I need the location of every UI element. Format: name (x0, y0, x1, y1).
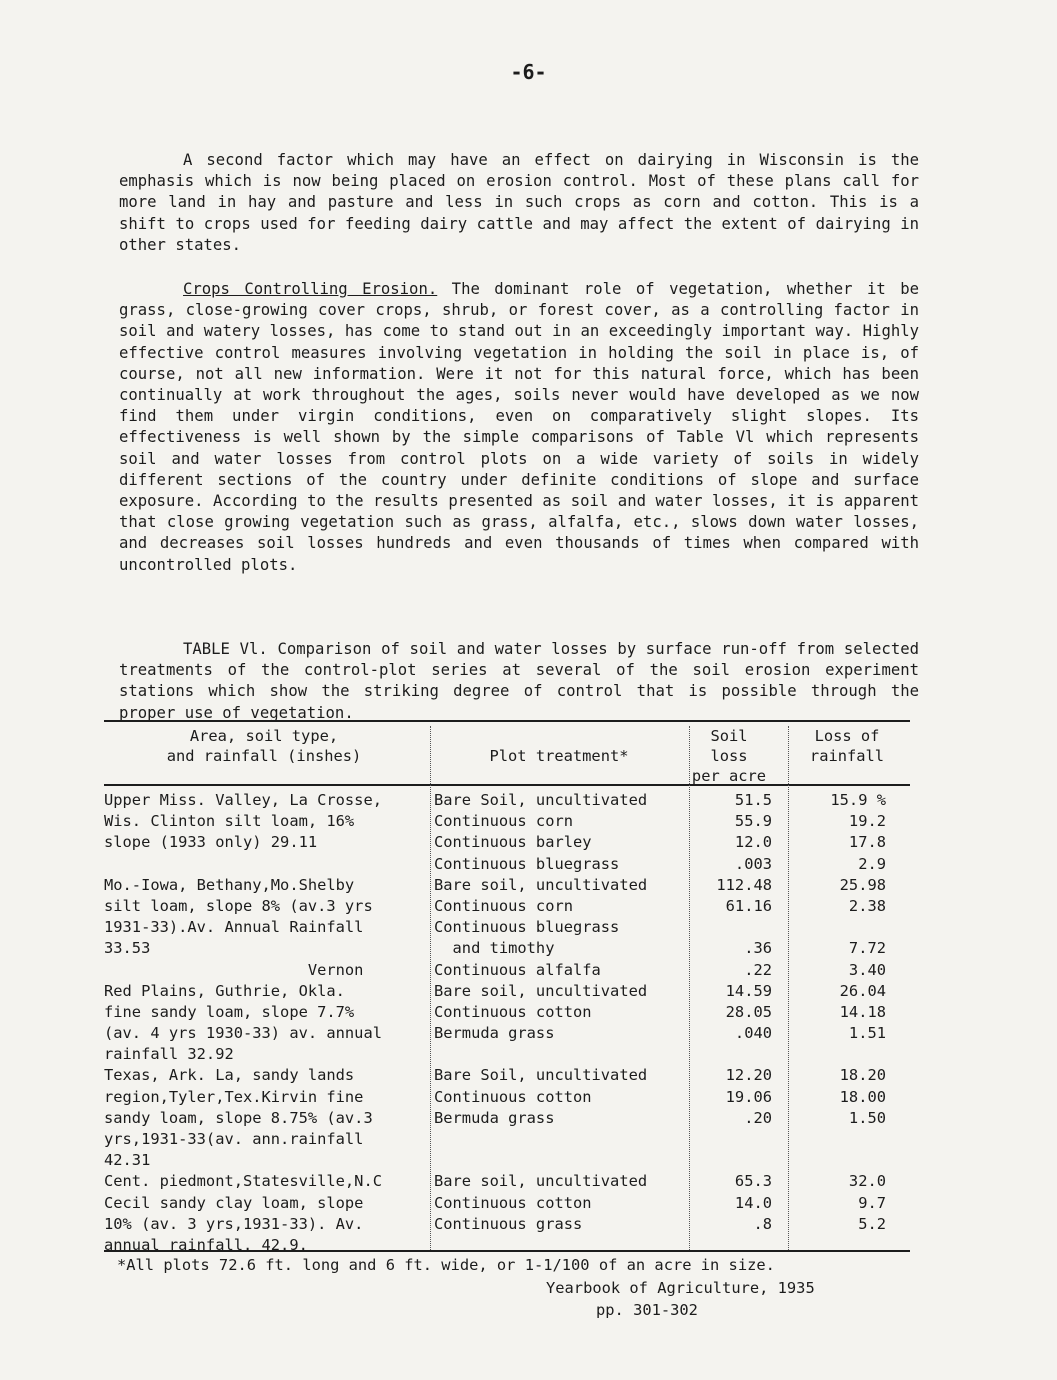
header-soil-loss: Soil loss per acre (691, 727, 767, 785)
cell-area: region,Tyler,Tex.Kirvin fine (104, 1087, 364, 1106)
cell-plot-treatment: Bermuda grass (434, 1108, 555, 1127)
table-bottom-rule (104, 1250, 910, 1252)
cell-loss-of-rainfall: 32.0 (848, 1172, 886, 1191)
paragraph-2-text: The dominant role of vegetation, whether it be grass, close-growing cover crops, shrub, or forest cover, as a controlling factor in soil and watery losses, has come to stand out in an exceedingly important way. Highly effective control measures involving vegetation in holding the soil in place is, of course, not all new information. Were it not for this natural force, which has been continually at work throughout the ages, soils never would have developed as we now find them under virgin conditions, even on comparatively slight slopes. Its effectiveness is well shown by the simple comparisons of Table Vl which represents soil and water losses from control plots on a wide variety of soils in widely different sections of the country under definite conditions of slope and surface exposure. According to the results presented as soil and water losses, it is apparent that close growing vegetation such as grass, alfalfa, etc., slows down water losses, and decreases soil losses hundreds and even thousands of times when compared with uncontrolled plots. (119, 280, 929, 574)
cell-loss-of-rainfall: 19.2 (848, 812, 886, 831)
cell-area: yrs,1931-33(av. ann.rainfall (104, 1130, 364, 1148)
table-row (104, 832, 910, 853)
cell-soil-loss: .040 (734, 1024, 772, 1043)
table-caption-text: TABLE Vl. Comparison of soil and water losses by surface run-off from selected treatments of the control-plot series at several of the soil erosion experiment stations which show the striking degree of control that is possible through the proper use of vegetation. (119, 640, 929, 722)
table-top-rule (104, 720, 910, 722)
cell-plot-treatment: Continuous alfalfa (434, 960, 601, 979)
table-row (104, 790, 910, 811)
cell-area: 10% (av. 3 yrs,1931-33). Av. (104, 1214, 364, 1233)
cell-loss-of-rainfall: 2.9 (858, 854, 886, 873)
cell-area: Upper Miss. Valley, La Crosse, (104, 791, 382, 809)
cell-soil-loss: 55.9 (734, 812, 772, 831)
cell-plot-treatment: Continuous cotton (434, 1087, 592, 1106)
table-row (104, 1065, 910, 1086)
header-area: Area, soil type, and rainfall (inshes) (166, 727, 362, 765)
cell-loss-of-rainfall: 1.51 (848, 1024, 886, 1043)
cell-loss-of-rainfall: 9.7 (858, 1193, 886, 1212)
table-row (104, 875, 910, 896)
cell-loss-of-rainfall: 15.9 % (830, 791, 886, 809)
header-plot-treatment: Plot treatment* (489, 747, 629, 765)
cell-loss-of-rainfall: 3.40 (848, 960, 886, 979)
cell-soil-loss: 28.05 (725, 1002, 772, 1021)
cell-soil-loss: .36 (744, 939, 772, 958)
cell-loss-of-rainfall: 7.72 (848, 939, 886, 958)
cell-area: Cecil sandy clay loam, slope (104, 1193, 364, 1212)
cell-loss-of-rainfall: 1.50 (848, 1108, 886, 1127)
cell-loss-of-rainfall: 18.00 (839, 1087, 886, 1106)
cell-loss-of-rainfall: 26.04 (839, 981, 886, 1000)
cell-soil-loss: 51.5 (734, 791, 772, 809)
cell-soil-loss: 12.0 (734, 833, 772, 852)
cell-area: Texas, Ark. La, sandy lands (104, 1066, 355, 1085)
table-row (104, 1150, 910, 1171)
cell-plot-treatment: Continuous cotton (434, 1002, 592, 1021)
cell-area: 1931-33).Av. Annual Rainfall (104, 918, 364, 937)
cell-soil-loss: .22 (744, 960, 772, 979)
cell-plot-treatment: Continuous corn (434, 812, 573, 831)
table-footnote: *All plots 72.6 ft. long and 6 ft. wide, or 1-1/100 of an acre in size. (117, 1256, 775, 1274)
table-row (104, 1235, 910, 1256)
cell-plot-treatment: Bermuda grass (434, 1024, 555, 1043)
cell-soil-loss: 19.06 (725, 1087, 772, 1106)
cell-soil-loss: 112.48 (716, 875, 772, 894)
page-number: -6- (510, 60, 547, 84)
table-caption (119, 639, 929, 724)
cell-loss-of-rainfall: 5.2 (858, 1214, 886, 1233)
cell-loss-of-rainfall: 18.20 (839, 1066, 886, 1085)
cell-area: 33.53 (104, 939, 151, 958)
cell-soil-loss: 61.16 (725, 896, 772, 915)
cell-plot-treatment: Continuous cotton (434, 1193, 592, 1212)
cell-area: annual rainfall. 42.9. (104, 1235, 308, 1254)
table-row (104, 1044, 910, 1065)
header-loss-of-rainfall: Loss of rainfall (809, 727, 885, 765)
paragraph-dairying-erosion (119, 150, 929, 256)
cell-loss-of-rainfall: 14.18 (839, 1002, 886, 1021)
cell-area: Mo.-Iowa, Bethany,Mo.Shelby (104, 875, 355, 894)
table-row (104, 960, 910, 981)
cell-soil-loss: 65.3 (734, 1172, 772, 1191)
section-heading: Crops Controlling Erosion. (183, 280, 438, 298)
cell-soil-loss: 12.20 (725, 1066, 772, 1085)
table-row (104, 1087, 910, 1108)
cell-plot-treatment: Bare soil, uncultivated (434, 875, 648, 894)
cell-soil-loss: 14.59 (725, 981, 772, 1000)
cell-plot-treatment: and timothy (434, 939, 555, 958)
cell-plot-treatment: Continuous bluegrass (434, 918, 620, 937)
cell-loss-of-rainfall: 2.38 (848, 896, 886, 915)
cell-plot-treatment: Continuous bluegrass (434, 854, 620, 873)
cell-area: silt loam, slope 8% (av.3 yrs (104, 896, 373, 915)
table-row (104, 1171, 910, 1192)
cell-plot-treatment: Bare Soil, uncultivated (434, 1066, 648, 1085)
table-row (104, 896, 910, 917)
table-row (104, 1023, 910, 1044)
cell-plot-treatment: Continuous grass (434, 1214, 583, 1233)
source-citation (546, 1277, 815, 1321)
table-row (104, 1108, 910, 1129)
cell-soil-loss: .003 (734, 854, 772, 873)
table-row (104, 1002, 910, 1023)
table-row (104, 981, 910, 1002)
cell-plot-treatment: Bare soil, uncultivated (434, 1172, 648, 1191)
table-row (104, 1129, 910, 1150)
cell-area: Red Plains, Guthrie, Okla. (104, 981, 345, 1000)
cell-area: (av. 4 yrs 1930-33) av. annual (104, 1024, 382, 1043)
table-body (104, 790, 910, 1256)
cell-plot-treatment: Continuous barley (434, 833, 592, 852)
cell-plot-treatment: Bare Soil, uncultivated (434, 791, 648, 809)
paragraph-crops-controlling-erosion (119, 279, 929, 576)
cell-area: Cent. piedmont,Statesville,N.C (104, 1172, 382, 1191)
cell-area: Wis. Clinton silt loam, 16% (104, 812, 355, 831)
table-row (104, 917, 910, 938)
table-row (104, 938, 910, 959)
cell-area: fine sandy loam, slope 7.7% (104, 1002, 355, 1021)
cell-area: 42.31 (104, 1151, 151, 1170)
table-row (104, 1214, 910, 1235)
source-line-1: Yearbook of Agriculture, 1935 (546, 1279, 815, 1297)
cell-plot-treatment: Continuous corn (434, 896, 573, 915)
cell-loss-of-rainfall: 17.8 (848, 833, 886, 852)
cell-soil-loss: .20 (744, 1108, 772, 1127)
cell-plot-treatment: Bare soil, uncultivated (434, 981, 648, 1000)
paragraph-1-text: A second factor which may have an effect on dairying in Wisconsin is the emphasis which is now being placed on erosion control. Most of these plans call for more land in hay and pasture and less in such crops as corn and cotton. This is a shift to crops used for feeding dairy cattle and may affect the extent of dairying in other states. (119, 151, 929, 254)
cell-loss-of-rainfall: 25.98 (839, 875, 886, 894)
table-row (104, 811, 910, 832)
cell-area: slope (1933 only) 29.11 (104, 833, 318, 852)
table-row (104, 1193, 910, 1214)
cell-area: sandy loam, slope 8.75% (av.3 (104, 1108, 373, 1127)
cell-area: rainfall 32.92 (104, 1045, 234, 1064)
table-row (104, 854, 910, 875)
cell-soil-loss: 14.0 (734, 1193, 772, 1212)
cell-soil-loss: .8 (753, 1214, 772, 1233)
source-line-2: pp. 301-302 (596, 1301, 698, 1319)
cell-area: Vernon (104, 960, 364, 979)
